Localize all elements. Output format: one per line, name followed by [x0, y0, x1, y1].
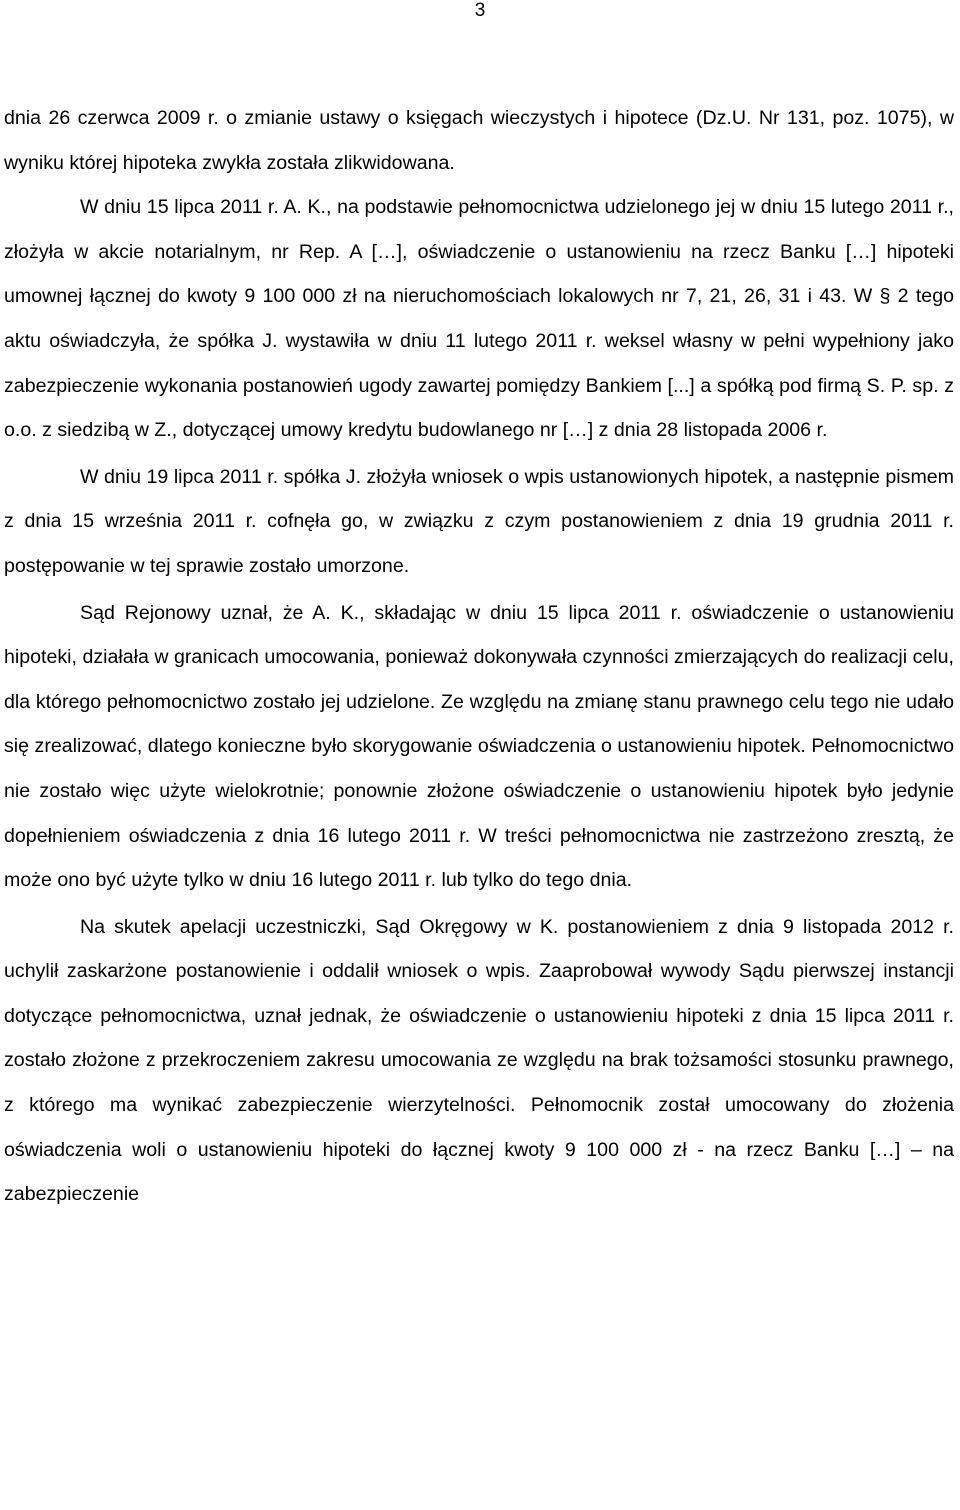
page-number: 3: [474, 0, 486, 21]
document-body: [4, 96, 954, 1217]
paragraph-5: Na skutek apelacji uczestniczki, Sąd Okręgowy w K. postanowieniem z dnia 9 listopada 2012 r. uchylił zaskarżone postanowienie i oddalił wniosek o wpis. Zaaprobował wywody Sądu pierwszej instancji dotyczące pełnomocnictwa, uznał jednak, że oświadczenie o ustanowieniu hipoteki z dnia 15 lipca 2011 r. zostało złożone z przekroczeniem zakresu umocowania ze względu na brak tożsamości stosunku prawnego, z którego ma wynikać zabezpieczenie wierzytelności. Pełnomocnik został umocowany do złożenia oświadczenia woli o ustanowieniu hipoteki do łącznej kwoty 9 100 000 zł - na rzecz Banku […] – na zabezpieczenie: [4, 915, 954, 1206]
paragraph-1: dnia 26 czerwca 2009 r. o zmianie ustawy o księgach wieczystych i hipotece (Dz.U. Nr 131, poz. 1075), w wyniku której hipoteka zwykła została zlikwidowana.: [4, 107, 954, 174]
paragraph-2: W dniu 15 lipca 2011 r. A. K., na podstawie pełnomocnictwa udzielonego jej w dniu 15 lutego 2011 r., złożyła w akcie notarialnym, nr Rep. A […], oświadczenie o ustanowieniu na rzecz Banku […] hipoteki umownej łącznej do kwoty 9 100 000 zł na nieruchomościach lokalowych nr 7, 21, 26, 31 i 43. W § 2 tego aktu oświadczyła, że spółka J. wystawiła w dniu 11 lutego 2011 r. weksel własny w pełni wypełniony jako zabezpieczenie wykonania postanowień ugody zawartej pomiędzy Bankiem [...] a spółką pod firmą S. P. sp. z o.o. z siedzibą w Z., dotyczącej umowy kredytu budowlanego nr […] z dnia 28 listopada 2006 r.: [4, 196, 954, 442]
paragraph-3: W dniu 19 lipca 2011 r. spółka J. złożyła wniosek o wpis ustanowionych hipotek, a następnie pismem z dnia 15 września 2011 r. cofnęła go, w związku z czym postanowieniem z dnia 19 grudnia 2011 r. postępowanie w tej sprawie zostało umorzone.: [4, 465, 954, 577]
paragraph-4: Sąd Rejonowy uznał, że A. K., składając w dniu 15 lipca 2011 r. oświadczenie o ustanowieniu hipoteki, działała w granicach umocowania, ponieważ dokonywała czynności zmierzających do realizacji celu, dla którego pełnomocnictwo zostało jej udzielone. Ze względu na zmianę stanu prawnego celu tego nie udało się zrealizować, dlatego konieczne było skorygowanie oświadczenia o ustanowieniu hipotek. Pełnomocnictwo nie zostało więc użyte wielokrotnie; ponownie złożone oświadczenie o ustanowieniu hipotek było jedynie dopełnieniem oświadczenia z dnia 16 lutego 2011 r. W treści pełnomocnictwa nie zastrzeżono zresztą, że może ono być użyte tylko w dniu 16 lutego 2011 r. lub tylko do tego dnia.: [4, 601, 954, 892]
